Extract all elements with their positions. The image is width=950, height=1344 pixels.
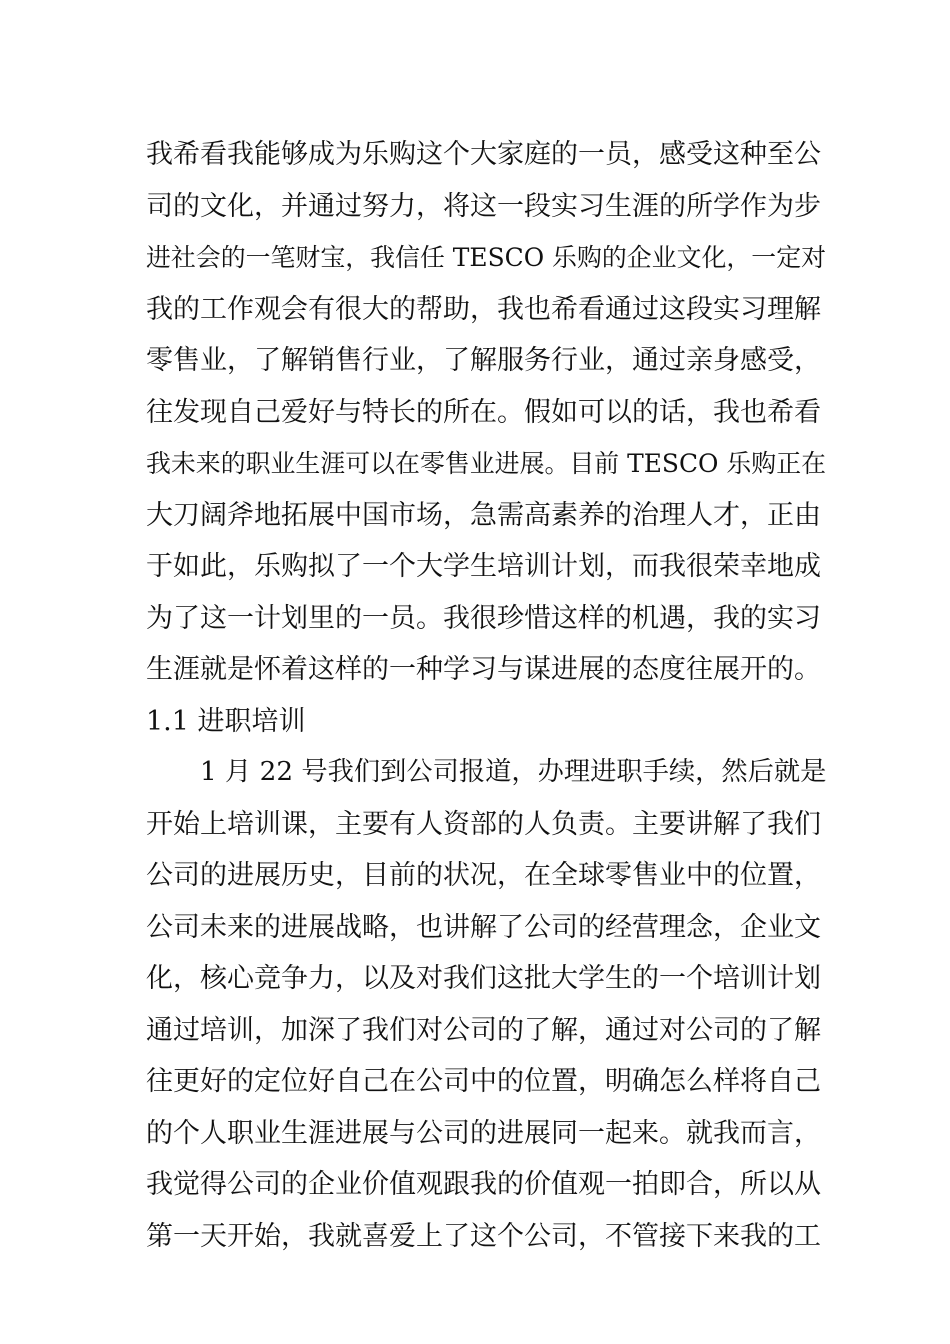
text-line: 第一天开始，我就喜爱上了这个公司，不管接下来我的工 bbox=[146, 1220, 821, 1252]
body-text bbox=[146, 129, 826, 1262]
text-line: 司的文化，并通过努力，将这一段实习生涯的所学作为步 bbox=[146, 190, 821, 222]
text-line: 1.1 进职培训 bbox=[146, 705, 306, 737]
text-line: 通过培训，加深了我们对公司的了解，通过对公司的了解 bbox=[146, 1014, 821, 1046]
text-line: 为了这一计划里的一员。我很珍惜这样的机遇，我的实习 bbox=[146, 602, 821, 634]
text-line: 化，核心竞争力，以及对我们这批大学生的一个培训计划 bbox=[146, 963, 821, 994]
text-line: 的个人职业生涯进展与公司的进展同一起来。就我而言， bbox=[146, 1117, 821, 1149]
text-line: 公司未来的进展战略，也讲解了公司的经营理念，企业文 bbox=[146, 911, 821, 943]
text-line: 我未来的职业生涯可以在零售业进展。目前 TESCO 乐购正在 bbox=[146, 449, 827, 478]
text-line: 往发现自己爱好与特长的所在。假如可以的话，我也希看 bbox=[146, 396, 821, 428]
text-line: 大刀阔斧地拓展中国市场，急需高素养的治理人才，正由 bbox=[146, 499, 821, 531]
text-line: 我希看我能够成为乐购这个大家庭的一员，感受这种至公 bbox=[146, 139, 821, 170]
text-line: 生涯就是怀着这样的一种学习与谋进展的态度往展开的。 bbox=[146, 654, 821, 685]
text-line: 于如此，乐购拟了一个大学生培训计划，而我很荣幸地成 bbox=[146, 551, 821, 582]
text-line: 开始上培训课，主要有人资部的人负责。主要讲解了我们 bbox=[146, 808, 821, 840]
text-line: 我的工作观会有很大的帮助，我也希看通过这段实习理解 bbox=[146, 293, 821, 325]
text-line: 进社会的一笔财宝，我信任 TESCO 乐购的企业文化，一定对 bbox=[146, 243, 827, 272]
text-line: 1 月 22 号我们到公司报道，办理进职手续，然后就是 bbox=[200, 757, 827, 787]
text-line: 零售业，了解销售行业，了解服务行业，通过亲身感受， bbox=[146, 345, 821, 376]
text-line: 公司的进展历史，目前的状况，在全球零售业中的位置， bbox=[146, 860, 821, 891]
text-line: 我觉得公司的企业价值观跟我的价值观一拍即合，所以从 bbox=[146, 1169, 821, 1200]
text-line: 往更好的定位好自己在公司中的位置，明确怎么样将自己 bbox=[146, 1066, 821, 1097]
